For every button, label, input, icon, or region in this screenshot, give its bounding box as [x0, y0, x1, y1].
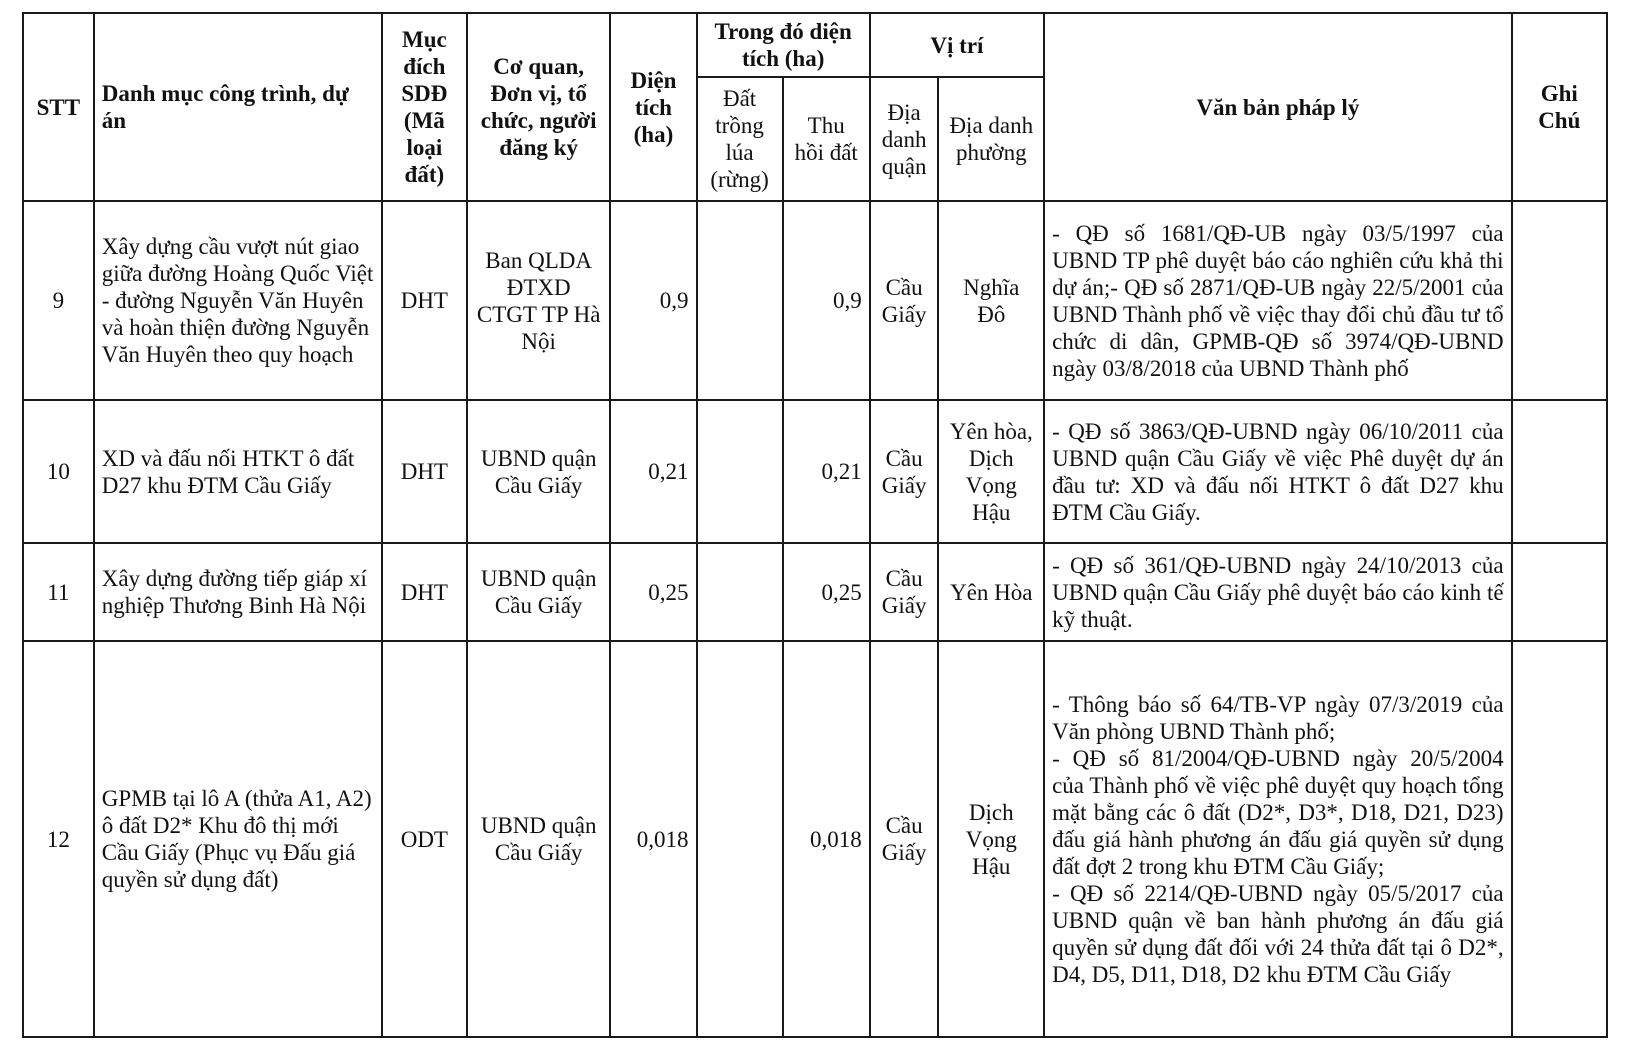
cell-recovered-land: 0,21 — [783, 400, 870, 543]
cell-stt: 10 — [23, 400, 94, 543]
cell-note — [1512, 400, 1607, 543]
header-note: Ghi Chú — [1512, 13, 1607, 201]
header-location: Vị trí — [870, 13, 1044, 77]
table-row — [23, 201, 1607, 400]
header-stt: STT — [23, 13, 94, 201]
cell-legal-documents — [1044, 641, 1512, 1037]
cell-legal-documents — [1044, 400, 1512, 543]
cell-agency: UBND quận Cầu Giấy — [467, 400, 611, 543]
cell-ward: Nghĩa Đô — [938, 201, 1044, 400]
header-of-which-area: Trong đó diện tích (ha) — [697, 13, 870, 77]
table-header — [23, 13, 1607, 201]
cell-project-name: Xây dựng đường tiếp giáp xí nghiệp Thương Binh Hà Nội — [94, 543, 382, 641]
cell-agency: UBND quận Cầu Giấy — [467, 641, 611, 1037]
cell-district: Cầu Giấy — [870, 201, 939, 400]
cell-project-name: Xây dựng cầu vượt nút giao giữa đường Hoàng Quốc Việt - đường Nguyễn Văn Huyên và hoàn thiện đường Nguyễn Văn Huyên theo quy hoạch — [94, 201, 382, 400]
table-row — [23, 400, 1607, 543]
cell-district: Cầu Giấy — [870, 641, 939, 1037]
cell-recovered-land: 0,25 — [783, 543, 870, 641]
cell-recovered-land: 0,018 — [783, 641, 870, 1037]
header-agency: Cơ quan, Đơn vị, tổ chức, người đăng ký — [467, 13, 611, 201]
cell-rice-land — [697, 543, 783, 641]
cell-stt: 11 — [23, 543, 94, 641]
land-use-table — [22, 12, 1608, 1038]
cell-note — [1512, 201, 1607, 400]
cell-legal-documents — [1044, 543, 1512, 641]
legal-line: - QĐ số 1681/QĐ-UB ngày 03/5/1997 của UBND TP phê duyệt báo cáo nghiên cứu khả thi dự án;- QĐ số 2871/QĐ-UB ngày 22/5/2001 của UBND Thành phố về việc thay đổi chủ đầu tư tổ chức di dân, GPMB-QĐ số 3974/QĐ-UBND ngày 03/8/2018 của UBND Thành phố — [1052, 220, 1504, 381]
cell-area: 0,9 — [610, 201, 696, 400]
cell-stt: 9 — [23, 201, 94, 400]
legal-line: - Thông báo số 64/TB-VP ngày 07/3/2019 của Văn phòng UBND Thành phố; — [1052, 691, 1504, 744]
cell-stt: 12 — [23, 641, 94, 1037]
header-recovered-land: Thu hồi đất — [783, 77, 870, 201]
header-legal-documents: Văn bản pháp lý — [1044, 13, 1512, 201]
cell-note — [1512, 641, 1607, 1037]
header-ward: Địa danh phường — [938, 77, 1044, 201]
legal-line: - QĐ số 2214/QĐ-UBND ngày 05/5/2017 của UBND quận về ban hành phương án đấu giá quyền sử dụng đất đối với 24 thửa đất tại ô D2*, D4, D5, D11, D18, D2 khu ĐTM Cầu Giấy — [1052, 880, 1504, 987]
cell-project-name: XD và đấu nối HTKT ô đất D27 khu ĐTM Cầu Giấy — [94, 400, 382, 543]
header-district: Địa danh quận — [870, 77, 939, 201]
legal-line: - QĐ số 361/QĐ-UBND ngày 24/10/2013 của UBND quận Cầu Giấy phê duyệt báo cáo kinh tế kỹ thuật. — [1052, 552, 1504, 632]
cell-land-purpose: ODT — [382, 641, 467, 1037]
legal-line: - QĐ số 81/2004/QĐ-UBND ngày 20/5/2004 của Thành phố về việc phê duyệt quy hoạch tổng mặt bằng các ô đất (D2*, D3*, D18, D21, D23) đấu giá hành phương án đấu giá quyền sử dụng đất đợt 2 trong khu ĐTM Cầu Giấy; — [1052, 745, 1504, 879]
cell-agency: UBND quận Cầu Giấy — [467, 543, 611, 641]
cell-rice-land — [697, 400, 783, 543]
table-row — [23, 641, 1607, 1037]
table-row — [23, 543, 1607, 641]
cell-agency: Ban QLDA ĐTXD CTGT TP Hà Nội — [467, 201, 611, 400]
cell-legal-documents — [1044, 201, 1512, 400]
cell-note — [1512, 543, 1607, 641]
cell-rice-land — [697, 641, 783, 1037]
cell-ward: Dịch Vọng Hậu — [938, 641, 1044, 1037]
header-project-name: Danh mục công trình, dự án — [94, 13, 382, 201]
header-rice-land: Đất trồng lúa (rừng) — [697, 77, 783, 201]
cell-ward: Yên Hòa — [938, 543, 1044, 641]
header-land-purpose: Mục đích SDĐ (Mã loại đất) — [382, 13, 467, 201]
cell-ward: Yên hòa, Dịch Vọng Hậu — [938, 400, 1044, 543]
cell-land-purpose: DHT — [382, 543, 467, 641]
cell-area: 0,21 — [610, 400, 696, 543]
cell-recovered-land: 0,9 — [783, 201, 870, 400]
header-area: Diện tích (ha) — [610, 13, 696, 201]
cell-land-purpose: DHT — [382, 400, 467, 543]
cell-project-name: GPMB tại lô A (thửa A1, A2) ô đất D2* Khu đô thị mới Cầu Giấy (Phục vụ Đấu giá quyền sử dụng đất) — [94, 641, 382, 1037]
legal-line: - QĐ số 3863/QĐ-UBND ngày 06/10/2011 của UBND quận Cầu Giấy về việc Phê duyệt dự án đầu tư: XD và đấu nối HTKT ô đất D27 khu ĐTM Cầu Giấy. — [1052, 418, 1504, 525]
cell-area: 0,25 — [610, 543, 696, 641]
cell-area: 0,018 — [610, 641, 696, 1037]
cell-rice-land — [697, 201, 783, 400]
cell-land-purpose: DHT — [382, 201, 467, 400]
table-body — [23, 201, 1607, 1037]
cell-district: Cầu Giấy — [870, 400, 939, 543]
cell-district: Cầu Giấy — [870, 543, 939, 641]
